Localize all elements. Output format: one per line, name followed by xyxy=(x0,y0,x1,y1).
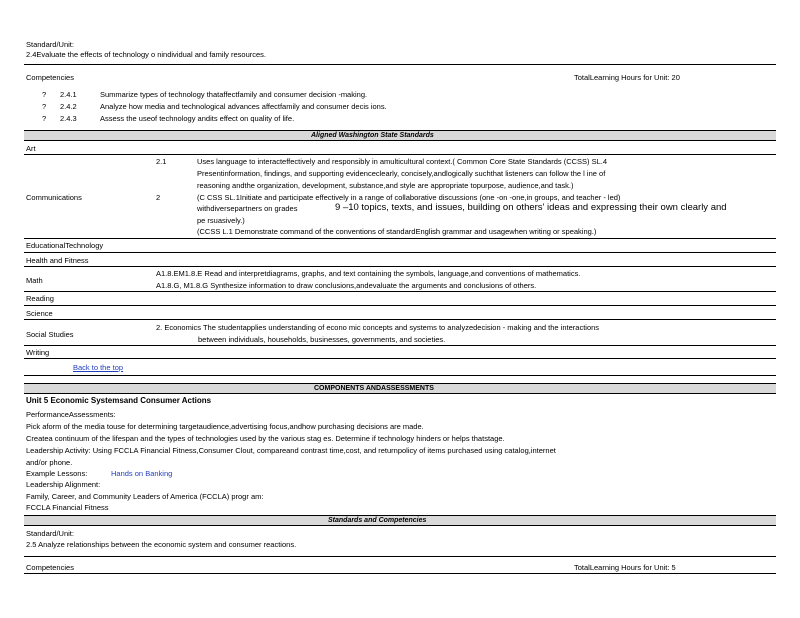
competency-bullet: ? xyxy=(42,114,47,123)
competency-number: 2.4.1 xyxy=(60,90,77,99)
unit-title: Unit 5 Economic Systemsand Consumer Actions xyxy=(26,396,212,405)
leadership-line: FCCLA Financial Fitness xyxy=(26,503,109,512)
social-line-1: 2. Economics The studentapplies understanding of econo mic concepts and systems to analyzedecision - making and the interactions xyxy=(156,323,600,332)
subject-writing: Writing xyxy=(26,348,50,357)
components-title: COMPONENTS ANDASSESSMENTS xyxy=(314,385,434,392)
divider xyxy=(24,375,776,376)
aligned-standards-header xyxy=(24,130,776,141)
standard-unit-label: Standard/Unit: xyxy=(26,40,74,49)
comm-text-1b: Presentinformation, findings, and supporting evidenceclearly, concisely,andlogically suchthat listeners can follow the l ine of xyxy=(197,169,606,178)
comm-num-1: 2.1 xyxy=(156,157,167,166)
competencies-label: Competencies xyxy=(26,563,74,572)
row-divider xyxy=(24,345,776,346)
competency-bullet: ? xyxy=(42,102,47,111)
competency-bullet: ? xyxy=(42,90,47,99)
leadership-line: Family, Career, and Community Leaders of America (FCCLA) progr am: xyxy=(26,492,264,501)
standards-competencies-header xyxy=(24,515,776,526)
example-lessons-label: Example Lessons: xyxy=(26,469,88,478)
row-divider xyxy=(24,266,776,267)
competency-number: 2.4.3 xyxy=(60,114,77,123)
comm-text-2b: withdiversepartners on grades xyxy=(197,204,298,213)
subject-science: Science xyxy=(26,309,53,318)
social-line-2: between individuals, households, businesses, governments, and societies. xyxy=(198,335,446,344)
comm-text-2c: pe rsuasively.) xyxy=(197,216,245,225)
subject-educational-technology: EducationalTechnology xyxy=(26,241,104,250)
subject-health: Health and Fitness xyxy=(26,256,89,265)
leadership-label: Leadership Alignment: xyxy=(26,480,101,489)
performance-line: Createa continuum of the lifespan and the types of technologies used by the various stag es. Determine if technology hinders or helps thatstage. xyxy=(26,434,505,443)
subject-communications: Communications xyxy=(26,193,82,202)
divider xyxy=(24,556,776,557)
row-divider xyxy=(24,154,776,155)
total-hours: TotalLearning Hours for Unit: 20 xyxy=(574,73,680,82)
row-divider xyxy=(24,305,776,306)
components-header xyxy=(24,383,776,394)
row-divider xyxy=(24,291,776,292)
divider xyxy=(24,573,776,574)
subject-art: Art xyxy=(26,144,36,153)
math-line-2: A1.8.G, M1.8.G Synthesize information to draw conclusions,andevaluate the arguments and conclusions of others. xyxy=(156,281,537,290)
row-divider xyxy=(24,319,776,320)
standard-text: 2.5 Analyze relationships between the economic system and consumer reactions. xyxy=(26,540,297,549)
performance-line: Pick aform of the media touse for determining targetaudience,advertising focus,andhow purchasing decisions are made. xyxy=(26,422,424,431)
subject-math: Math xyxy=(26,276,43,285)
divider xyxy=(24,64,776,65)
row-divider xyxy=(24,358,776,359)
competency-text: Assess the useof technology andits effect on quality of life. xyxy=(100,114,295,123)
standards-competencies-title: Standards and Competencies xyxy=(328,517,427,524)
comm-text-2d: (CCSS L.1 Demonstrate command of the conventions of standardEnglish grammar and usagewhen writing or speaking.) xyxy=(197,227,597,236)
subject-reading: Reading xyxy=(26,294,54,303)
comm-text-1a: Uses language to interacteffectively and responsibly in amulticultural context.( Common Core State Standards (CCSS) SL.4 xyxy=(197,157,608,166)
competencies-label: Competencies xyxy=(26,73,74,82)
subject-social-studies: Social Studies xyxy=(26,330,74,339)
standard-text: 2.4Evaluate the effects of technology o nindividual and family resources. xyxy=(26,50,267,59)
comm-text-2a: (C CSS SL.1Initiate and participate effectively in a range of collaborative discussions (one -on -one,in groups, and teacher - led) xyxy=(197,193,621,202)
comm-text-1c: reasoning andthe organization, development, substance,and style are appropriate topurpose, audience,and task.) xyxy=(197,181,574,190)
comm-text-2b-large: 9 –10 topics, texts, and issues, building on others' ideas and expressing their own clearly and xyxy=(335,202,727,213)
total-hours: TotalLearning Hours for Unit: 5 xyxy=(574,563,676,572)
back-to-top-link[interactable]: Back to the top xyxy=(73,363,124,372)
example-lesson-link[interactable]: Hands on Banking xyxy=(111,469,173,478)
competency-text: Summarize types of technology thataffectfamily and consumer decision -making. xyxy=(100,90,368,99)
competency-text: Analyze how media and technological advances affectfamily and consumer decis ions. xyxy=(100,102,387,111)
row-divider xyxy=(24,238,776,239)
comm-num-2: 2 xyxy=(156,193,161,202)
performance-label: PerformanceAssessments: xyxy=(26,410,116,419)
competency-number: 2.4.2 xyxy=(60,102,77,111)
standard-unit-label: Standard/Unit: xyxy=(26,529,74,538)
math-line-1: A1.8.EM1.8.E Read and interpretdiagrams, graphs, and text containing the symbols, language,and conventions of mathematics. xyxy=(156,269,581,278)
aligned-standards-title: Aligned Washington State Standards xyxy=(311,132,434,139)
performance-line: and/or phone. xyxy=(26,458,73,467)
performance-line: Leadership Activity: Using FCCLA Financial Fitness,Consumer Clout, compareand contrast time,cost, and returnpolicy of items purchased using catalog,internet xyxy=(26,446,556,455)
row-divider xyxy=(24,252,776,253)
